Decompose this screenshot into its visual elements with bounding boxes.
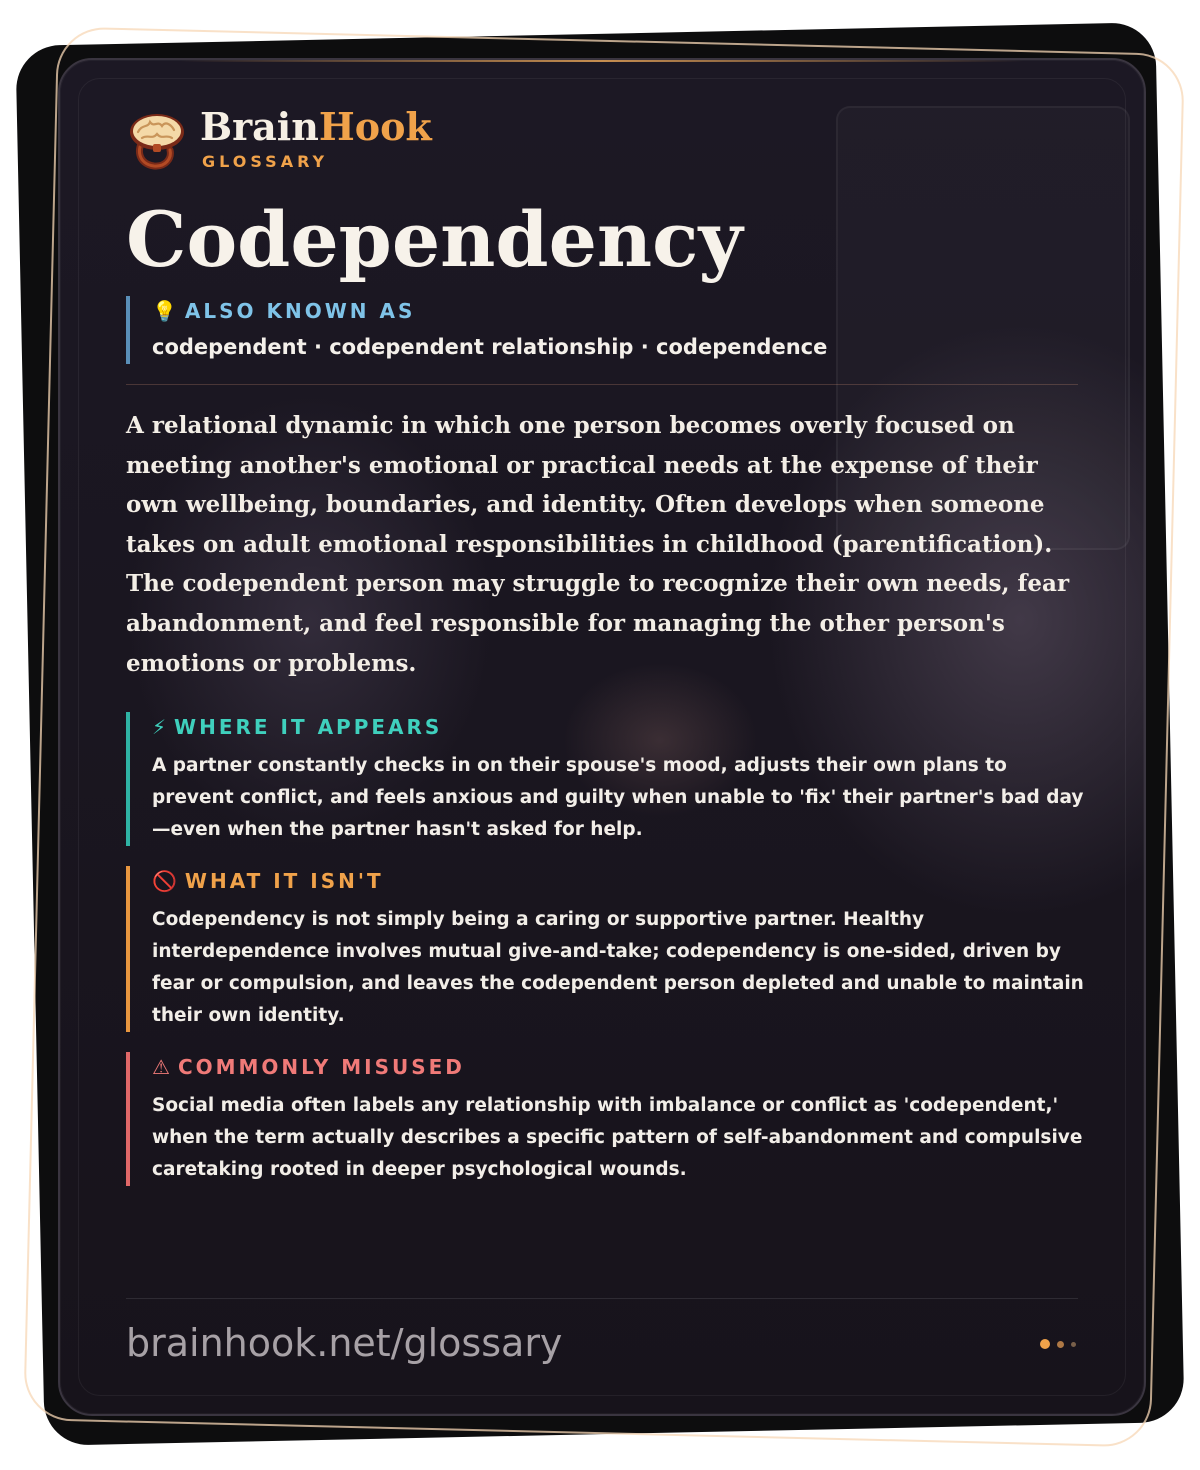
also-known-as-label bbox=[152, 296, 1078, 326]
section-label bbox=[152, 1052, 1078, 1082]
section-body: Social media often labels any relationship with imbalance or conflict as 'codependent,' when the term actually describes a specific pattern of self-abandonment and compulsive caretaking rooted in deeper psychological wounds. bbox=[152, 1095, 1083, 1180]
section-label bbox=[152, 712, 1078, 742]
term-title: Codependency bbox=[126, 195, 743, 284]
section-body: A partner constantly checks in on their spouse's mood, adjusts their own plans to prevent conflict, and feels anxious and guilty when unable to 'fix' their partner's bad day—even when the partner hasn't asked for help. bbox=[152, 755, 1084, 840]
lightbulb-icon: 💡 bbox=[152, 299, 177, 323]
also-known-as-label-text: ALSO KNOWN AS bbox=[184, 299, 416, 323]
section-label-text: COMMONLY MISUSED bbox=[177, 1055, 465, 1079]
lightning-icon: ⚡ bbox=[152, 715, 167, 739]
page-dot bbox=[1057, 1341, 1064, 1348]
section-commonly-misused bbox=[126, 1052, 1083, 1186]
brain-hook-icon bbox=[126, 110, 186, 170]
page-dots-indicator bbox=[1040, 1338, 1080, 1350]
brand-name-part1: Brain bbox=[200, 104, 319, 149]
also-known-as-terms: codependent · codependent relationship · codependence bbox=[152, 335, 828, 359]
section-label-text: WHERE IT APPEARS bbox=[174, 715, 443, 739]
footer-url[interactable]: brainhook.net/glossary bbox=[126, 1321, 563, 1365]
divider bbox=[126, 384, 1078, 385]
top-glow bbox=[180, 60, 1024, 62]
brand-name-part2: Hook bbox=[318, 104, 432, 149]
section-label bbox=[152, 866, 1078, 896]
definition-text: A relational dynamic in which one person becomes overly focused on meeting another's emotional or practical needs at the expense of their own wellbeing, boundaries, and identity. Often develops when someone takes on adult emotional responsibilities in childhood (parentification). The codependent person may struggle to recognize their own needs, fear abandonment, and feel responsible for managing the other person's emotions or problems. bbox=[126, 412, 1070, 677]
also-known-as-block bbox=[126, 296, 1078, 364]
page-dot-active bbox=[1040, 1339, 1050, 1349]
section-label-text: WHAT IT ISN'T bbox=[184, 869, 384, 893]
section-what-it-isnt bbox=[126, 866, 1084, 1032]
section-where-it-appears bbox=[126, 712, 1084, 846]
prohibited-icon: 🚫 bbox=[152, 869, 177, 893]
glossary-card bbox=[58, 58, 1146, 1416]
brand-header bbox=[126, 104, 526, 174]
warning-icon: ⚠ bbox=[152, 1055, 170, 1079]
brand-subtitle: GLOSSARY bbox=[202, 152, 329, 171]
footer-divider bbox=[126, 1298, 1078, 1299]
section-body: Codependency is not simply being a caring or supportive partner. Healthy interdependence involves mutual give-and-take; codependency is one-sided, driven by fear or compulsion, and leaves the codependent person depleted and unable to maintain their own identity. bbox=[152, 909, 1084, 1026]
brand-name bbox=[200, 104, 432, 150]
page-dot bbox=[1071, 1342, 1076, 1347]
